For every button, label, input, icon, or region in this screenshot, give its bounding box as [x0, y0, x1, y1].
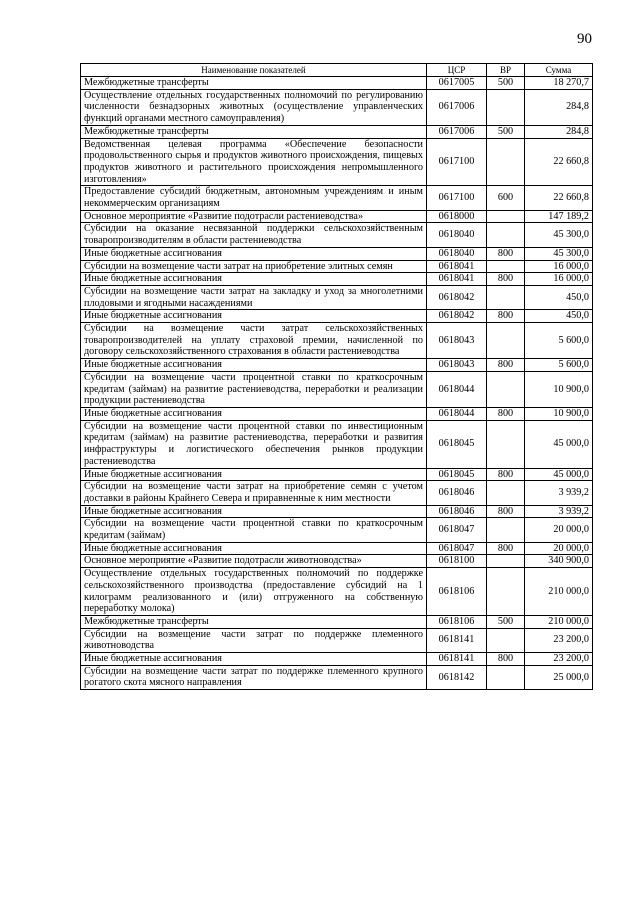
row-csr: 0617006: [427, 89, 487, 125]
row-csr: 0618046: [427, 481, 487, 505]
row-vr: 800: [487, 310, 525, 323]
row-sum: 5 600,0: [525, 323, 593, 359]
row-csr: 0617006: [427, 125, 487, 138]
row-name: Субсидии на возмещение части затрат на приобретение семян с учетом доставки в районы Крайнего Севера и приравненные к ним местности: [81, 481, 427, 505]
header-sum: Сумма: [525, 64, 593, 77]
table-row: [81, 371, 593, 407]
row-sum: 20 000,0: [525, 518, 593, 542]
row-csr: 0618040: [427, 247, 487, 260]
row-sum: 23 200,0: [525, 653, 593, 666]
row-sum: 10 900,0: [525, 407, 593, 420]
table-row: [81, 223, 593, 247]
row-name: Субсидии на возмещение части затрат на приобретение элитных семян: [81, 260, 427, 273]
row-vr: [487, 285, 525, 309]
row-vr: 500: [487, 77, 525, 90]
table-row: [81, 615, 593, 628]
row-vr: 500: [487, 125, 525, 138]
table-row: [81, 89, 593, 125]
row-csr: 0618045: [427, 420, 487, 468]
table-body: [81, 77, 593, 690]
header-row: [81, 64, 593, 77]
row-csr: 0618042: [427, 285, 487, 309]
row-vr: [487, 89, 525, 125]
page-number: 90: [577, 31, 592, 47]
row-vr: 600: [487, 186, 525, 210]
row-vr: [487, 555, 525, 568]
row-vr: [487, 323, 525, 359]
row-sum: 284,8: [525, 89, 593, 125]
row-name: Межбюджетные трансферты: [81, 77, 427, 90]
row-vr: 800: [487, 653, 525, 666]
table-row: [81, 125, 593, 138]
row-vr: [487, 260, 525, 273]
row-name: Иные бюджетные ассигнования: [81, 247, 427, 260]
row-name: Субсидии на возмещение части затрат по поддержке племенного крупного рогатого скота мясного направления: [81, 665, 427, 689]
row-vr: 800: [487, 359, 525, 372]
row-sum: 20 000,0: [525, 542, 593, 555]
row-name: Основное мероприятие «Развитие подотрасли растениеводства»: [81, 210, 427, 223]
row-vr: [487, 223, 525, 247]
row-vr: 800: [487, 273, 525, 286]
row-sum: 16 000,0: [525, 260, 593, 273]
row-vr: 500: [487, 615, 525, 628]
row-csr: 0618044: [427, 407, 487, 420]
row-sum: 340 900,0: [525, 555, 593, 568]
row-name: Субсидии на оказание несвязанной поддержки сельскохозяйственным товаропроизводителям в области растениеводства: [81, 223, 427, 247]
row-name: Субсидии на возмещение части затрат на закладку и уход за многолетними плодовыми и ягодными насаждениями: [81, 285, 427, 309]
row-vr: [487, 371, 525, 407]
row-csr: 0618142: [427, 665, 487, 689]
header-name: Наименование показателей: [81, 64, 427, 77]
row-csr: 0618047: [427, 542, 487, 555]
row-csr: 0618041: [427, 273, 487, 286]
table-row: [81, 273, 593, 286]
table-row: [81, 359, 593, 372]
row-csr: 0618047: [427, 518, 487, 542]
row-vr: [487, 665, 525, 689]
table-row: [81, 186, 593, 210]
row-sum: 210 000,0: [525, 615, 593, 628]
row-csr: 0617005: [427, 77, 487, 90]
row-name: Межбюджетные трансферты: [81, 615, 427, 628]
row-sum: 45 000,0: [525, 420, 593, 468]
row-vr: 800: [487, 247, 525, 260]
table-row: [81, 628, 593, 652]
row-sum: 16 000,0: [525, 273, 593, 286]
row-name: Ведомственная целевая программа «Обеспечение безопасности продовольственного сырья и продуктов животного происхождения, пищевых продуктов животного и растительного происхождения непромышленного изготовления»: [81, 138, 427, 186]
row-csr: 0618044: [427, 371, 487, 407]
row-name: Иные бюджетные ассигнования: [81, 310, 427, 323]
row-vr: [487, 420, 525, 468]
row-sum: 22 660,8: [525, 186, 593, 210]
table-row: [81, 568, 593, 616]
row-name: Субсидии на возмещение части процентной ставки по инвестиционным кредитам (займам) на развитие растениеводства, переработки и развития инфраструктуры и логистического обеспечения рынков продукции растениеводства: [81, 420, 427, 468]
table-row: [81, 210, 593, 223]
table-row: [81, 285, 593, 309]
row-sum: 450,0: [525, 310, 593, 323]
table-row: [81, 77, 593, 90]
row-sum: 450,0: [525, 285, 593, 309]
row-sum: 45 300,0: [525, 223, 593, 247]
row-csr: 0618106: [427, 615, 487, 628]
row-name: Предоставление субсидий бюджетным, автономным учреждениям и иным некоммерческим организациям: [81, 186, 427, 210]
table-row: [81, 407, 593, 420]
row-sum: 23 200,0: [525, 628, 593, 652]
row-csr: 0618000: [427, 210, 487, 223]
row-sum: 10 900,0: [525, 371, 593, 407]
row-csr: 0618106: [427, 568, 487, 616]
row-vr: [487, 210, 525, 223]
row-csr: 0618046: [427, 505, 487, 518]
header-vr: ВР: [487, 64, 525, 77]
row-name: Иные бюджетные ассигнования: [81, 542, 427, 555]
table-row: [81, 481, 593, 505]
row-vr: [487, 628, 525, 652]
row-name: Осуществление отдельных государственных полномочий по поддержке сельскохозяйственного производства (предоставление субсидий на 1 килограмм реализованного и (или) отгруженного на собственную переработку молока): [81, 568, 427, 616]
row-csr: 0618043: [427, 359, 487, 372]
row-csr: 0618041: [427, 260, 487, 273]
row-name: Осуществление отдельных государственных полномочий по регулированию численности безнадзорных животных (осуществление управленческих функций органами местного самоуправления): [81, 89, 427, 125]
table-header: [81, 64, 593, 77]
row-vr: 800: [487, 468, 525, 481]
row-sum: 3 939,2: [525, 505, 593, 518]
row-name: Основное мероприятие «Развитие подотрасли животноводства»: [81, 555, 427, 568]
row-sum: 45 300,0: [525, 247, 593, 260]
row-vr: [487, 518, 525, 542]
table-row: [81, 138, 593, 186]
row-csr: 0618100: [427, 555, 487, 568]
row-name: Иные бюджетные ассигнования: [81, 505, 427, 518]
table-row: [81, 505, 593, 518]
row-sum: 18 270,7: [525, 77, 593, 90]
table-row: [81, 310, 593, 323]
row-sum: 210 000,0: [525, 568, 593, 616]
row-vr: 800: [487, 542, 525, 555]
row-csr: 0618042: [427, 310, 487, 323]
row-name: Иные бюджетные ассигнования: [81, 273, 427, 286]
row-csr: 0617100: [427, 186, 487, 210]
row-csr: 0617100: [427, 138, 487, 186]
table-row: [81, 247, 593, 260]
row-sum: 284,8: [525, 125, 593, 138]
row-sum: 147 189,2: [525, 210, 593, 223]
budget-table: [80, 63, 593, 690]
row-csr: 0618141: [427, 628, 487, 652]
table-row: [81, 518, 593, 542]
row-name: Иные бюджетные ассигнования: [81, 468, 427, 481]
table-row: [81, 555, 593, 568]
row-name: Иные бюджетные ассигнования: [81, 407, 427, 420]
row-csr: 0618043: [427, 323, 487, 359]
row-sum: 5 600,0: [525, 359, 593, 372]
row-sum: 45 000,0: [525, 468, 593, 481]
row-csr: 0618040: [427, 223, 487, 247]
row-sum: 25 000,0: [525, 665, 593, 689]
table-row: [81, 468, 593, 481]
row-name: Субсидии на возмещение части процентной ставки по краткосрочным кредитам (займам): [81, 518, 427, 542]
row-name: Иные бюджетные ассигнования: [81, 653, 427, 666]
row-vr: [487, 568, 525, 616]
table-row: [81, 260, 593, 273]
row-vr: 800: [487, 407, 525, 420]
table-row: [81, 420, 593, 468]
table-row: [81, 323, 593, 359]
table-row: [81, 653, 593, 666]
row-vr: 800: [487, 505, 525, 518]
row-csr: 0618045: [427, 468, 487, 481]
table-row: [81, 542, 593, 555]
row-name: Иные бюджетные ассигнования: [81, 359, 427, 372]
table-row: [81, 665, 593, 689]
row-sum: 3 939,2: [525, 481, 593, 505]
row-vr: [487, 481, 525, 505]
row-name: Субсидии на возмещение части затрат сельскохозяйственных товаропроизводителей на уплату страховой премии, начисленной по договору сельскохозяйственного страхования в области растениеводства: [81, 323, 427, 359]
row-csr: 0618141: [427, 653, 487, 666]
row-vr: [487, 138, 525, 186]
row-sum: 22 660,8: [525, 138, 593, 186]
row-name: Межбюджетные трансферты: [81, 125, 427, 138]
row-name: Субсидии на возмещение части затрат по поддержке племенного животноводства: [81, 628, 427, 652]
header-csr: ЦСР: [427, 64, 487, 77]
row-name: Субсидии на возмещение части процентной ставки по краткосрочным кредитам (займам) на развитие растениеводства, переработки и реализации продукции растениеводства: [81, 371, 427, 407]
